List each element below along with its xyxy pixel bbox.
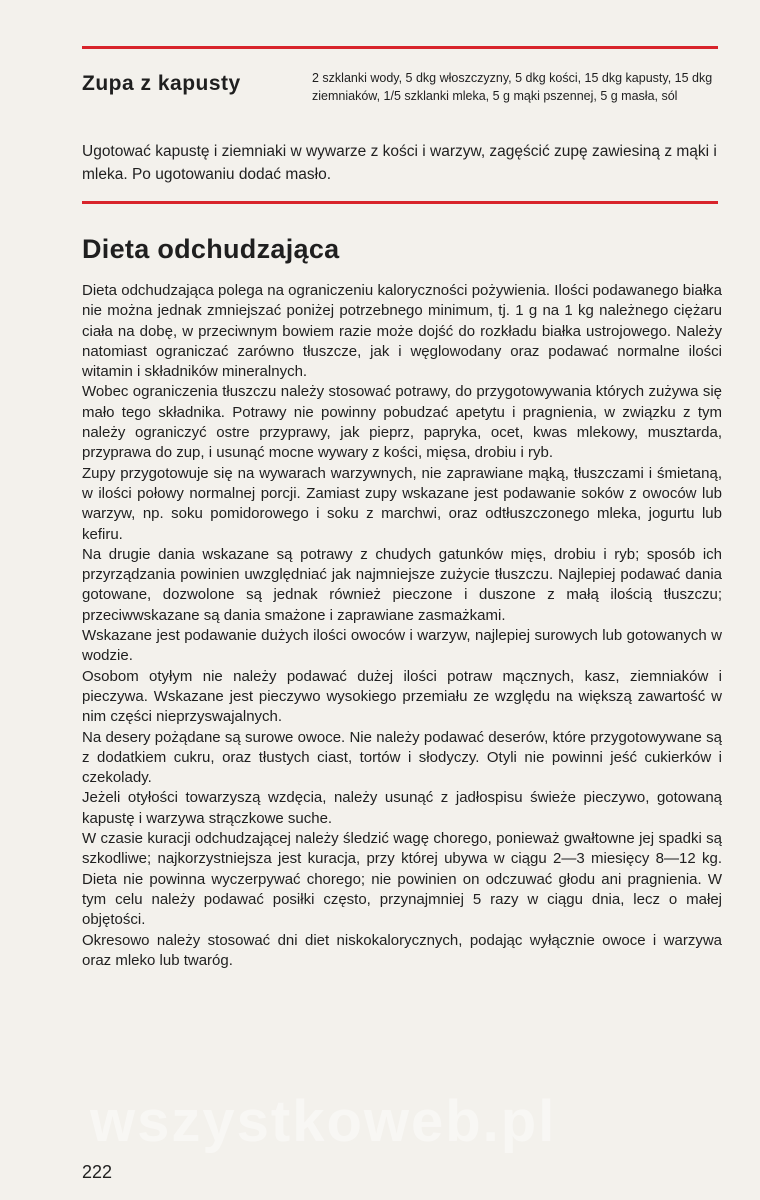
paragraph: Jeżeli otyłości towarzyszą wzdęcia, należy usunąć z jadłospisu świeże pieczywo, gotowaną kapustę i warzywa strączkowe suche. [82,789,722,827]
page-number: 222 [82,1162,113,1182]
paragraph: Dieta odchudzająca polega na ograniczeniu kaloryczności pożywienia. Ilości podawanego białka nie można jednak zmniejszać poniżej potrzebnego minimum, tj. 1 g na 1 kg należnego ciężaru ciała na dobę, w przeciwnym bowiem razie może dojść do rozkładu białka ustrojowego. Należy natomiast ograniczać zarówno tłuszcze, jak i węglowodany oraz podawać normalne ilości witamin i składników mineralnych. [82,282,722,381]
watermark: wszystkoweb.pl [90,1089,557,1154]
paragraph: Na desery pożądane są surowe owoce. Nie należy podawać deserów, które przygotowywane są z dodatkiem cukru, oraz tłustych ciast, tortów i słodyczy. Otyli nie powinni jeść cukierków i czekolady. [82,728,722,787]
section-body [82,281,722,971]
top-divider [82,46,718,49]
paragraph: Wskazane jest podawanie dużych ilości owoców i warzyw, najlepiej surowych lub gotowanych w wodzie. [82,627,722,665]
paragraph: Okresowo należy stosować dni diet niskokalorycznych, podając wyłącznie owoce i warzywa oraz mleko lub twaróg. [82,931,722,969]
paragraph: Na drugie dania wskazane są potrawy z chudych gatunków mięs, drobiu i ryb; sposób ich przyrządzania powinien uwzględniać jak najmniejsze zużycie tłuszczu. Najlepiej podawać dania gotowane, dozwolone są jednak również pieczone i duszone z małą ilością tłuszczu; przeciwwskazane są dania smażone i zaprawiane zasmażkami. [82,545,722,624]
paragraph: Osobom otyłym nie należy podawać dużej ilości potraw mącznych, kasz, ziemniaków i pieczywa. Wskazane jest pieczywo wysokiego przemiału ze względu na większą zawartość w nim części nieprzyswajalnych. [82,667,722,726]
paragraph: W czasie kuracji odchudzającej należy śledzić wagę chorego, ponieważ gwałtowne jej spadki są szkodliwe; najkorzystniejsza jest kuracja, przy której ubywa w ciągu 2—3 miesięcy 8—12 kg. Dieta nie powinna wyczerpywać chorego; nie powinien on odczuwać głodu ani pragnienia. W tym celu należy podawać posiłki często, przynajmniej 5 razy w ciągu dnia, lecz o małej objętości. [82,830,722,929]
paragraph: Wobec ograniczenia tłuszczu należy stosować potrawy, do przygotowywania których zużywa się mało tego składnika. Potrawy nie powinny pobudzać apetytu i pragnienia, w związku z tym należy ograniczyć ostre przyprawy, jak pieprz, papryka, ocet, kwas mlekowy, musztarda, przyprawa do zup, i usunąć mocne wywary z kości, mięsa, drobiu i ryb. [82,383,722,462]
section-title: Dieta odchudzająca [82,234,340,264]
section-divider [82,201,718,204]
paragraph: Zupy przygotowuje się na wywarach warzywnych, nie zaprawiane mąką, tłuszczami i śmietaną, w ilości połowy normalnej porcji. Zamiast zupy wskazane jest podawanie soków z owoców lub warzyw, np. soku pomidorowego i soku z marchwi, oraz odtłuszczonego mleka, jogurtu lub kefiru. [82,464,722,543]
recipe-title: Zupa z kapusty [82,72,241,95]
recipe-instructions: Ugotować kapustę i ziemniaki w wywarze z kości i warzyw, zagęścić zupę zawiesiną z mąki i mleka. Po ugotowaniu dodać masło. [82,143,717,183]
recipe-ingredients: 2 szklanki wody, 5 dkg włoszczyzny, 5 dkg kości, 15 dkg kapusty, 15 dkg ziemniaków, 1/5 szklanki mleka, 5 g mąki pszennej, 5 g masła, sól [312,71,713,103]
